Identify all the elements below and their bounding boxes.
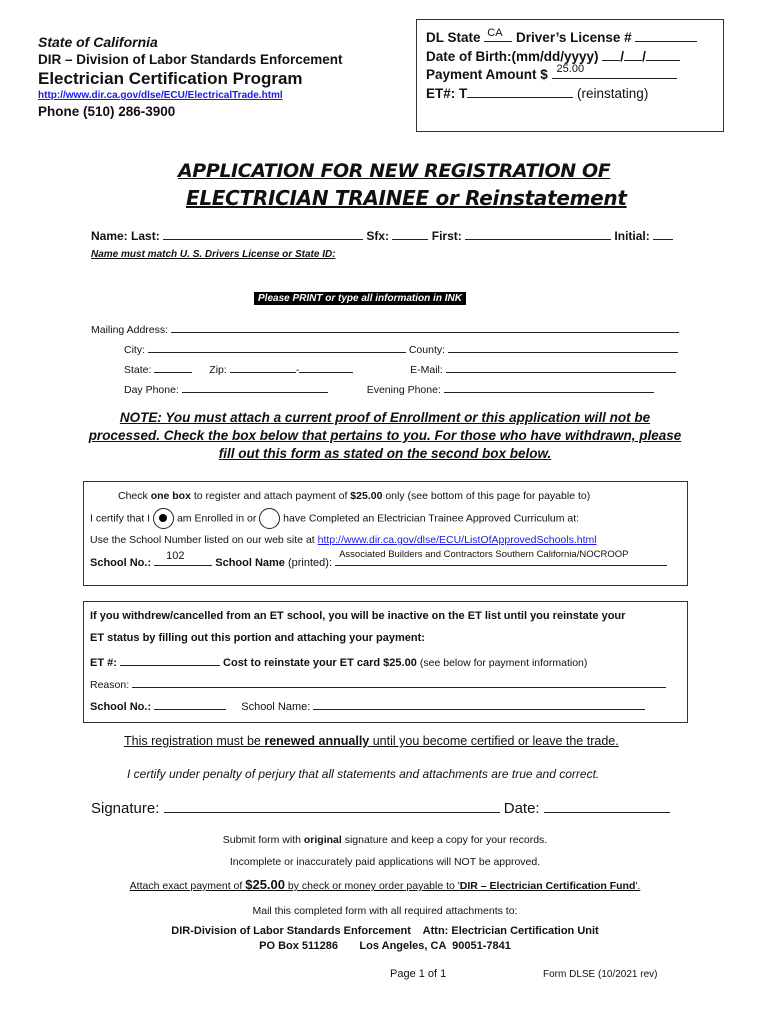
renew-post: until you become certified or leave the trade. — [369, 734, 619, 748]
attach-line — [0, 877, 770, 892]
first-name-field[interactable] — [465, 228, 611, 240]
et-suffix: (reinstating) — [577, 86, 649, 101]
enrollment-box — [83, 481, 688, 586]
box2-school-name-label: School Name: — [241, 701, 311, 713]
phone-number: Phone (510) 286-3900 — [38, 104, 176, 119]
attach-amount: $25.00 — [245, 877, 285, 892]
mail-address-line-2: PO Box 511286 Los Angeles, CA 90051-7841 — [259, 940, 511, 952]
school-name-suffix: (printed): — [287, 557, 333, 569]
box2-school-name-field[interactable] — [313, 698, 645, 710]
certify-statement: I certify under penalty of perjury that all statements and attachments are true and correct. — [127, 767, 600, 781]
payment-row — [426, 63, 677, 82]
program-heading: Electrician Certification Program — [38, 69, 303, 88]
certify-row — [90, 508, 579, 529]
payment-value: 25.00 — [556, 63, 585, 75]
box2-school-row — [90, 698, 645, 713]
et-cost-row — [90, 654, 587, 669]
box1-text: Check — [118, 490, 151, 502]
school-no-label: School No.: — [90, 557, 152, 569]
state-zip-row: State: Zip: - E-Mail: — [124, 361, 676, 376]
dl-state-row — [426, 27, 697, 45]
submit-pre: Submit form with — [222, 834, 304, 846]
program-url-link[interactable]: http://www.dir.ca.gov/dlse/ECU/ElectricalTrade.html — [38, 90, 283, 101]
reason-label: Reason: — [90, 679, 130, 691]
state-heading: State of California — [38, 34, 158, 50]
payment-field[interactable] — [552, 63, 677, 79]
zip-field[interactable] — [230, 361, 296, 373]
enrolled-radio[interactable] — [153, 508, 174, 529]
school-no-field[interactable] — [154, 550, 212, 566]
school-row — [90, 549, 667, 569]
day-phone-label: Day Phone: — [124, 384, 179, 396]
date-label: Date: — [503, 800, 540, 817]
school-no-value: 102 — [166, 550, 185, 562]
initial-label: Initial: — [614, 229, 650, 243]
county-field[interactable] — [448, 341, 678, 353]
et-number-field[interactable] — [467, 86, 573, 98]
withdraw-line-1: If you withdrew/cancelled from an ET school, you will be inactive on the ET list until you reinstate your — [90, 610, 626, 622]
certify-label: I certify that I — [90, 512, 151, 525]
dl-state-label: DL State — [426, 30, 481, 45]
last-name-field[interactable] — [163, 228, 363, 240]
completed-radio[interactable] — [259, 508, 280, 529]
initial-field[interactable] — [653, 228, 673, 240]
withdraw-line-2: ET status by filling out this portion and attaching your payment: — [90, 632, 425, 644]
last-name-label: Name: Last: — [91, 229, 160, 243]
school-url-label: Use the School Number listed on our web site at — [90, 534, 315, 546]
dob-day-field[interactable] — [624, 49, 642, 61]
sfx-field[interactable] — [392, 228, 428, 240]
mailing-row — [91, 321, 679, 336]
box2-et-label: ET #: — [90, 657, 117, 669]
first-name-label: First: — [431, 229, 462, 243]
dob-year-field[interactable] — [646, 49, 680, 61]
et-label: ET#: T — [426, 86, 468, 101]
dob-month-field[interactable] — [602, 49, 620, 61]
state-label: State: — [124, 364, 152, 376]
signature-row — [91, 799, 670, 817]
school-url-row — [90, 534, 597, 546]
incomplete-line: Incomplete or inaccurately paid applications will NOT be approved. — [229, 856, 541, 868]
mail-line: Mail this completed form with all required attachments to: — [252, 905, 518, 917]
submit-line — [0, 834, 770, 846]
payment-label: Payment Amount $ — [426, 67, 548, 82]
box1-amount: $25.00 — [350, 490, 383, 502]
mailing-label: Mailing Address: — [91, 324, 169, 336]
box2-school-no-field[interactable] — [154, 698, 226, 710]
signature-field[interactable] — [164, 799, 500, 813]
dob-row: Date of Birth:(mm/dd/yyyy) / / — [426, 49, 680, 64]
enrolled-label: am Enrolled in or — [176, 512, 257, 525]
renew-pre: This registration must be — [124, 734, 265, 748]
box1-text-bold: one box — [150, 490, 191, 502]
city-field[interactable] — [148, 341, 406, 353]
division-heading: DIR – Division of Labor Standards Enforcement — [38, 52, 343, 67]
school-name-label: School Name — [215, 557, 285, 569]
title-line-1: APPLICATION FOR NEW REGISTRATION OF — [178, 160, 611, 182]
et-row — [426, 86, 648, 101]
cost-note: (see below for payment information) — [419, 657, 588, 669]
box1-text-post: only (see bottom of this page for payable to) — [382, 490, 591, 502]
mail-address-line-1: DIR-Division of Labor Standards Enforcement Attn: Electrician Certification Unit — [171, 925, 599, 937]
attach-payee: DIR – Electrician Certification Fund — [459, 880, 636, 892]
box2-school-no-label: School No.: — [90, 701, 152, 713]
sfx-label: Sfx: — [366, 229, 390, 243]
box2-et-field[interactable] — [120, 654, 220, 666]
signature-label: Signature: — [91, 800, 160, 817]
zip-ext-field[interactable] — [299, 361, 353, 373]
submit-post: signature and keep a copy for your records. — [341, 834, 548, 846]
renew-bold: renewed annually — [264, 734, 370, 748]
dob-label: Date of Birth:(mm/dd/yyyy) — [426, 49, 599, 64]
reinstatement-box — [83, 601, 688, 723]
form-number: Form DLSE (10/2021 rev) — [543, 969, 658, 980]
attach-post: '. — [635, 880, 641, 892]
dl-state-field[interactable] — [484, 27, 512, 42]
page-number: Page 1 of 1 — [390, 968, 447, 980]
phone-row — [124, 381, 654, 396]
name-note: Name must match U. S. Drivers License or State ID: — [91, 249, 336, 260]
date-field[interactable] — [544, 799, 670, 813]
school-name-field[interactable] — [335, 549, 667, 566]
attach-mid: by check or money order payable to ' — [285, 880, 460, 892]
submit-bold: original — [303, 834, 342, 846]
email-label: E-Mail: — [410, 364, 443, 376]
cost-label: Cost to reinstate your ET card $25.00 — [223, 657, 417, 669]
dl-state-value: CA — [487, 27, 503, 39]
school-list-link[interactable]: http://www.dir.ca.gov/dlse/ECU/ListOfApprovedSchools.html — [317, 534, 597, 546]
print-banner: Please PRINT or type all information in INK — [254, 292, 466, 305]
zip-label: Zip: — [209, 364, 227, 376]
city-row — [124, 341, 678, 356]
box1-text-mid: to register and attach payment of — [190, 490, 351, 502]
attach-pre: Attach exact payment of — [129, 880, 246, 892]
license-label: Driver’s License # — [516, 30, 632, 45]
evening-phone-label: Evening Phone: — [366, 384, 441, 396]
email-field[interactable] — [446, 361, 676, 373]
reason-field[interactable] — [132, 676, 666, 688]
reason-row — [90, 676, 666, 691]
state-field[interactable] — [154, 361, 192, 373]
box1-instruction — [118, 490, 590, 502]
renew-line — [124, 734, 619, 748]
dl-info-box — [416, 19, 724, 132]
county-label: County: — [408, 344, 446, 356]
title-line-2: ELECTRICIAN TRAINEE or Reinstatement — [186, 186, 627, 210]
city-label: City: — [124, 344, 145, 356]
school-name-value: Associated Builders and Contractors Southern California/NOCROOP — [339, 549, 629, 560]
mailing-field[interactable] — [171, 321, 679, 333]
day-phone-field[interactable] — [182, 381, 328, 393]
name-row — [91, 228, 673, 243]
license-field[interactable] — [635, 30, 697, 42]
enrollment-note: NOTE: You must attach a current proof of Enrollment or this application will not be processed. Check the box below that pertains to you. For those who have withdrawn, please fill out this form as stated on the second box below. — [88, 410, 682, 461]
completed-label: have Completed an Electrician Trainee Approved Curriculum at: — [283, 512, 580, 525]
evening-phone-field[interactable] — [444, 381, 654, 393]
